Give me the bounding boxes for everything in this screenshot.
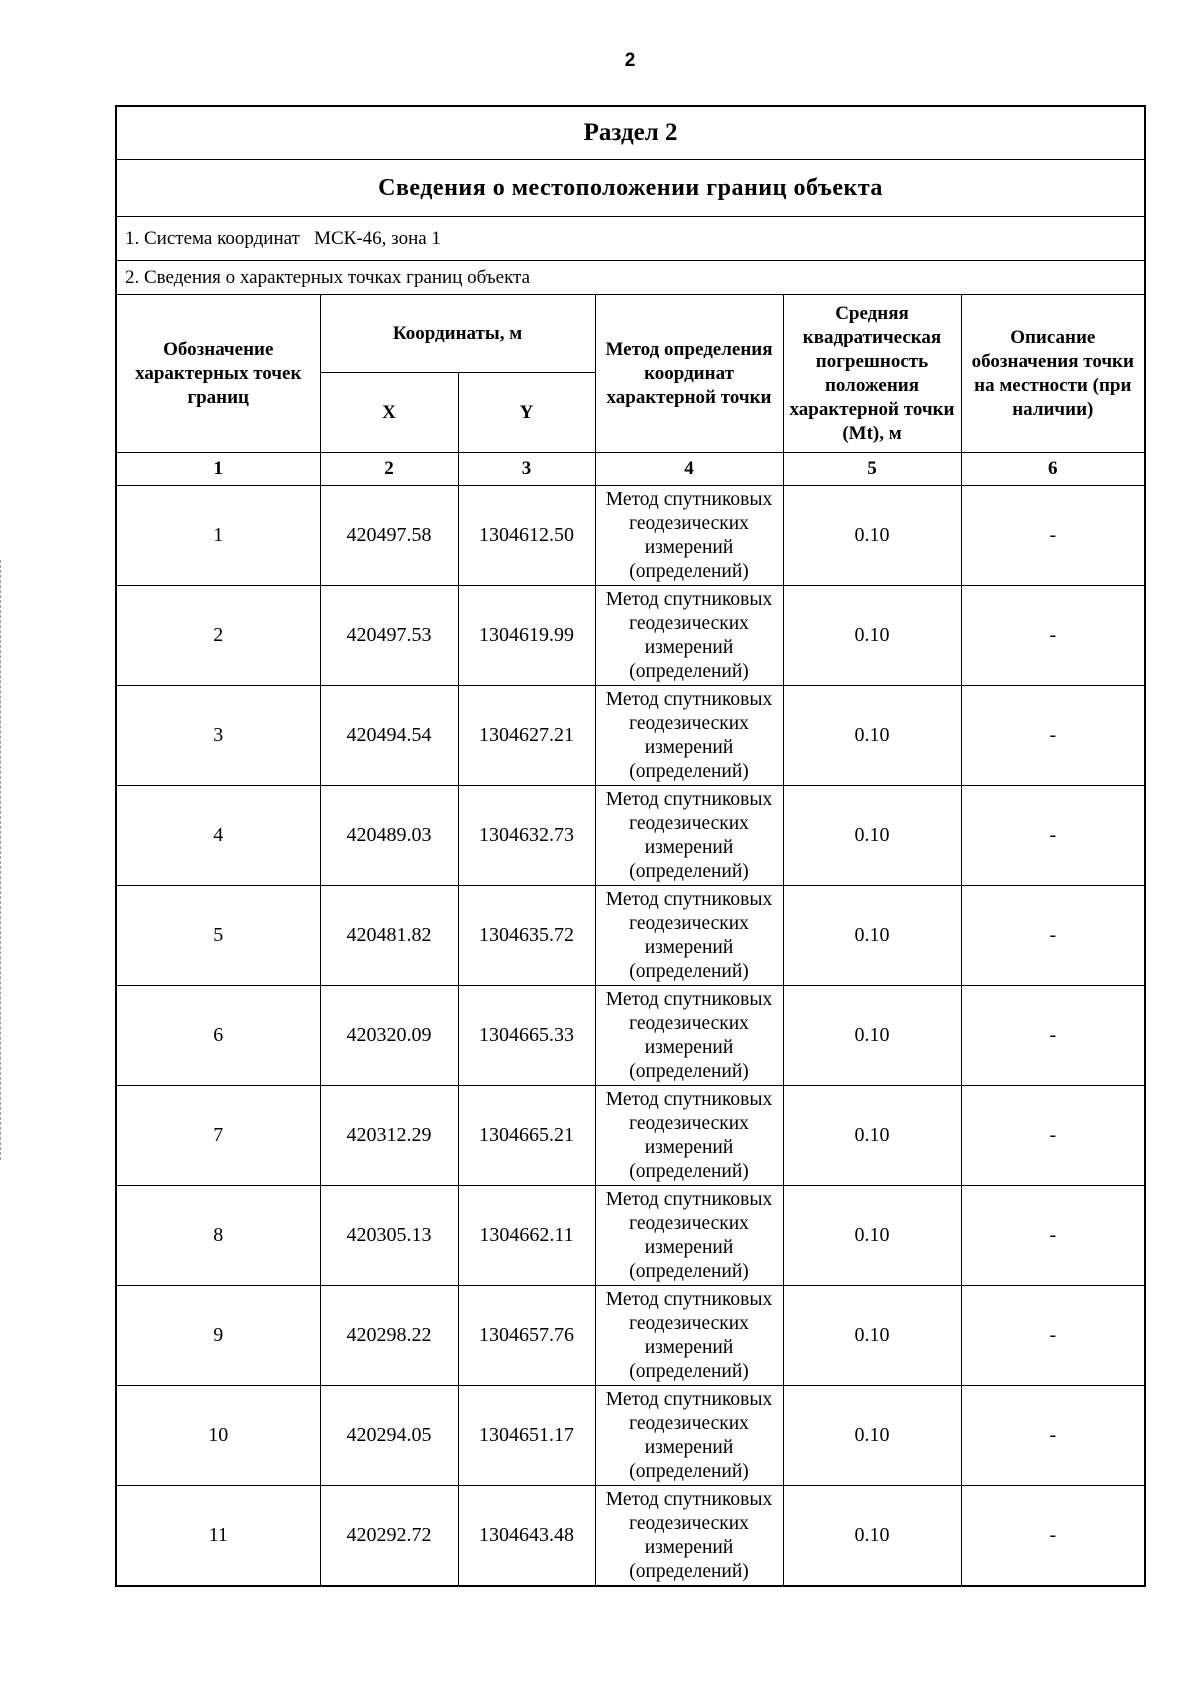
method-cell: Метод спутниковых геодезических измерений (определений) [595, 686, 783, 786]
table-row [116, 1286, 1145, 1386]
method-cell: Метод спутниковых геодезических измерений (определений) [595, 786, 783, 886]
header-y: Y [458, 373, 595, 453]
table-row [116, 1086, 1145, 1186]
x-coordinate-cell: 420312.29 [320, 1086, 458, 1186]
point-number-cell: 9 [116, 1286, 320, 1386]
boundary-table [115, 105, 1146, 1587]
point-number-cell: 6 [116, 986, 320, 1086]
method-cell: Метод спутниковых геодезических измерений (определений) [595, 486, 783, 586]
point-number-cell: 3 [116, 686, 320, 786]
x-coordinate-cell: 420298.22 [320, 1286, 458, 1386]
point-number-cell: 2 [116, 586, 320, 686]
point-number-cell: 4 [116, 786, 320, 886]
x-coordinate-cell: 420294.05 [320, 1386, 458, 1486]
method-cell: Метод спутниковых геодезических измерений (определений) [595, 1386, 783, 1486]
column-numbers-row [116, 453, 1145, 486]
column-number: 6 [961, 453, 1145, 486]
column-number: 4 [595, 453, 783, 486]
header-description: Описание обозначения точки на местности (при наличии) [961, 295, 1145, 453]
table-row [116, 686, 1145, 786]
y-coordinate-cell: 1304632.73 [458, 786, 595, 886]
document-subtitle: Сведения о местоположении границ объекта [116, 160, 1145, 217]
table-row [116, 1386, 1145, 1486]
error-cell: 0.10 [783, 1086, 961, 1186]
x-coordinate-cell: 420497.58 [320, 486, 458, 586]
error-cell: 0.10 [783, 1386, 961, 1486]
description-cell: - [961, 886, 1145, 986]
y-coordinate-cell: 1304619.99 [458, 586, 595, 686]
header-coordinates: Координаты, м [320, 295, 595, 373]
header-designation: Обозначение характерных точек границ [116, 295, 320, 453]
point-number-cell: 10 [116, 1386, 320, 1486]
method-cell: Метод спутниковых геодезических измерений (определений) [595, 1086, 783, 1186]
description-cell: - [961, 786, 1145, 886]
table-row [116, 886, 1145, 986]
error-cell: 0.10 [783, 1486, 961, 1587]
method-cell: Метод спутниковых геодезических измерений (определений) [595, 886, 783, 986]
method-cell: Метод спутниковых геодезических измерений (определений) [595, 1486, 783, 1587]
scan-edge-mark [0, 560, 3, 1160]
x-coordinate-cell: 420494.54 [320, 686, 458, 786]
description-cell: - [961, 986, 1145, 1086]
y-coordinate-cell: 1304635.72 [458, 886, 595, 986]
description-cell: - [961, 1086, 1145, 1186]
point-number-cell: 11 [116, 1486, 320, 1587]
column-number: 1 [116, 453, 320, 486]
table-body [116, 106, 1145, 1586]
y-coordinate-cell: 1304643.48 [458, 1486, 595, 1587]
method-cell: Метод спутниковых геодезических измерений (определений) [595, 1286, 783, 1386]
header-method: Метод определения координат характерной точки [595, 295, 783, 453]
error-cell: 0.10 [783, 886, 961, 986]
description-cell: - [961, 686, 1145, 786]
x-coordinate-cell: 420497.53 [320, 586, 458, 686]
point-number-cell: 5 [116, 886, 320, 986]
y-coordinate-cell: 1304665.33 [458, 986, 595, 1086]
error-cell: 0.10 [783, 786, 961, 886]
error-cell: 0.10 [783, 586, 961, 686]
method-cell: Метод спутниковых геодезических измерений (определений) [595, 586, 783, 686]
x-coordinate-cell: 420292.72 [320, 1486, 458, 1587]
coordinate-system-label: 1. Система координат [125, 227, 300, 249]
coordinate-system-value: МСК-46, зона 1 [314, 227, 441, 249]
point-number-cell: 8 [116, 1186, 320, 1286]
table-row [116, 486, 1145, 586]
section-title: Раздел 2 [116, 106, 1145, 160]
points-info-row: 2. Сведения о характерных точках границ объекта [116, 261, 1145, 295]
description-cell: - [961, 1386, 1145, 1486]
y-coordinate-cell: 1304657.76 [458, 1286, 595, 1386]
column-number: 3 [458, 453, 595, 486]
point-number-cell: 7 [116, 1086, 320, 1186]
y-coordinate-cell: 1304662.11 [458, 1186, 595, 1286]
description-cell: - [961, 1486, 1145, 1587]
column-number: 5 [783, 453, 961, 486]
column-number: 2 [320, 453, 458, 486]
y-coordinate-cell: 1304665.21 [458, 1086, 595, 1186]
x-coordinate-cell: 420320.09 [320, 986, 458, 1086]
x-coordinate-cell: 420489.03 [320, 786, 458, 886]
description-cell: - [961, 1186, 1145, 1286]
x-coordinate-cell: 420305.13 [320, 1186, 458, 1286]
y-coordinate-cell: 1304612.50 [458, 486, 595, 586]
description-cell: - [961, 586, 1145, 686]
error-cell: 0.10 [783, 686, 961, 786]
header-x: X [320, 373, 458, 453]
coordinate-system-row [116, 217, 1145, 261]
method-cell: Метод спутниковых геодезических измерений (определений) [595, 986, 783, 1086]
error-cell: 0.10 [783, 1286, 961, 1386]
page-number: 2 [624, 50, 636, 71]
y-coordinate-cell: 1304651.17 [458, 1386, 595, 1486]
table-row [116, 986, 1145, 1086]
y-coordinate-cell: 1304627.21 [458, 686, 595, 786]
table-row [116, 1486, 1145, 1587]
table-row [116, 786, 1145, 886]
error-cell: 0.10 [783, 986, 961, 1086]
description-cell: - [961, 486, 1145, 586]
method-cell: Метод спутниковых геодезических измерений (определений) [595, 1186, 783, 1286]
point-number-cell: 1 [116, 486, 320, 586]
header-error: Средняя квадратическая погрешность положения характерной точки (Mt), м [783, 295, 961, 453]
description-cell: - [961, 1286, 1145, 1386]
error-cell: 0.10 [783, 486, 961, 586]
x-coordinate-cell: 420481.82 [320, 886, 458, 986]
table-row [116, 586, 1145, 686]
table-row [116, 1186, 1145, 1286]
error-cell: 0.10 [783, 1186, 961, 1286]
